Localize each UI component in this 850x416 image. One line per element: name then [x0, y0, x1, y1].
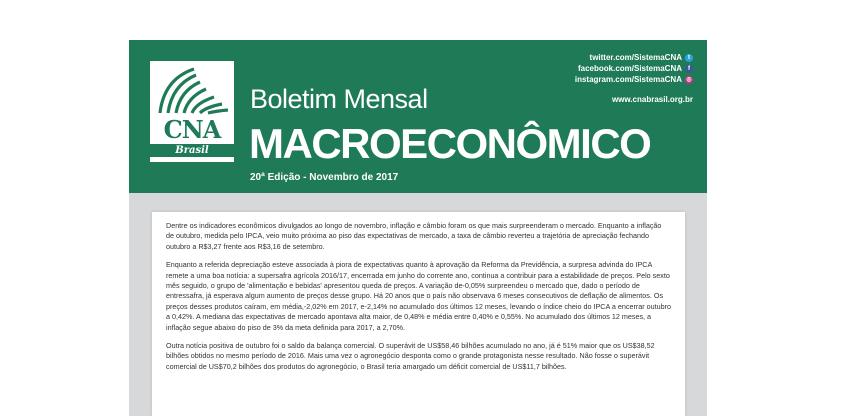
edition-line: 20ª Edição - Novembro de 2017 — [250, 172, 399, 183]
paragraph: Dentre os indicadores econômicos divulgados ao longo de novembro, inflação e câmbio foram os que mais surpreenderam o mercado. Enquanto a inflação de outubro, medida pelo IPCA, veio muito próxima ao piso das expectativas de mercado, a taxa de câmbio reverteu a trajetória de apreciação fechando outubro a R$3,27 frente aos R$3,16 de setembro. — [166, 221, 662, 251]
social-link-label[interactable]: facebook.com/SistemaCNA — [577, 64, 682, 73]
newsletter-document — [129, 40, 707, 416]
title-boletim-mensal: Boletim Mensal — [250, 84, 428, 114]
instagram-icon[interactable]: ◎ — [686, 76, 692, 83]
cna-leaf-mark-icon — [150, 61, 234, 121]
website-link[interactable]: www.cnabrasil.org.br — [611, 95, 693, 104]
social-link-facebook[interactable] — [575, 63, 693, 74]
paragraph: Outra notícia positiva de outubro foi o saldo da balança comercial. O superávit de US$58,46 bilhões acumulado no ano, já é 51% maior que os US$38,52 bilhões obtidos no mesmo período de 2016. Mais uma vez o agronegócio desponta como o grande protagonista nesse resultado. Não fosse o superávit comercial de US$70,2 bilhões dos produtos do agronegócio, o Brasil teria amargado um déficit comercial de US$11,7 bilhões. — [166, 341, 655, 371]
facebook-icon[interactable]: f — [685, 65, 693, 73]
social-link-instagram[interactable] — [575, 74, 693, 85]
twitter-icon[interactable]: t — [685, 54, 693, 62]
body-text-panel — [152, 212, 685, 416]
title-macroeconomico: MACROECONÔMICO — [249, 120, 651, 167]
cna-logo — [150, 61, 234, 162]
logo-subtext: Brasil — [150, 144, 234, 157]
social-links — [575, 52, 693, 85]
social-link-label[interactable]: instagram.com/SistemaCNA — [574, 75, 682, 84]
paragraph: Enquanto a referida depreciação esteve associada à piora de expectativas quanto à aprovação da Reforma da Previdência, a surpresa advinda do IPCA remete a uma boa notícia: a supersafra agrícola 2016/17, encerrada em junho do corrente ano, continua a contribuir para a estabilidade de preços. Pelo sexto mês seguido, o grupo de 'alimentação e bebidas' apresentou queda de preços. A variação de-0,05% surpreendeu o mercado que, dado o período de entressafra, já esperava algum aumento de preços desse grupo. Há 20 anos que o país não observava 6 meses consecutivos de deflação de alimentos. Os preços desses produtos caíram, em média,-2,02% em 2017, e-2,14% no acumulado dos últimos 12 meses, levando o índice cheio do IPCA a encerrar outubro a 0,42%. A mediana das expectativas de mercado apontava alta maior, de 0,48% e média entre 0,40% e 0,55%. No acumulado dos últimos 12 meses, a inflação segue abaixo do piso de 3% da meta definida para 2017, a 2,70%. — [166, 260, 672, 332]
social-link-label[interactable]: twitter.com/SistemaCNA — [589, 53, 682, 62]
newsletter-header — [129, 40, 707, 193]
logo-text: CNA — [163, 115, 221, 144]
social-link-twitter[interactable] — [575, 52, 693, 63]
